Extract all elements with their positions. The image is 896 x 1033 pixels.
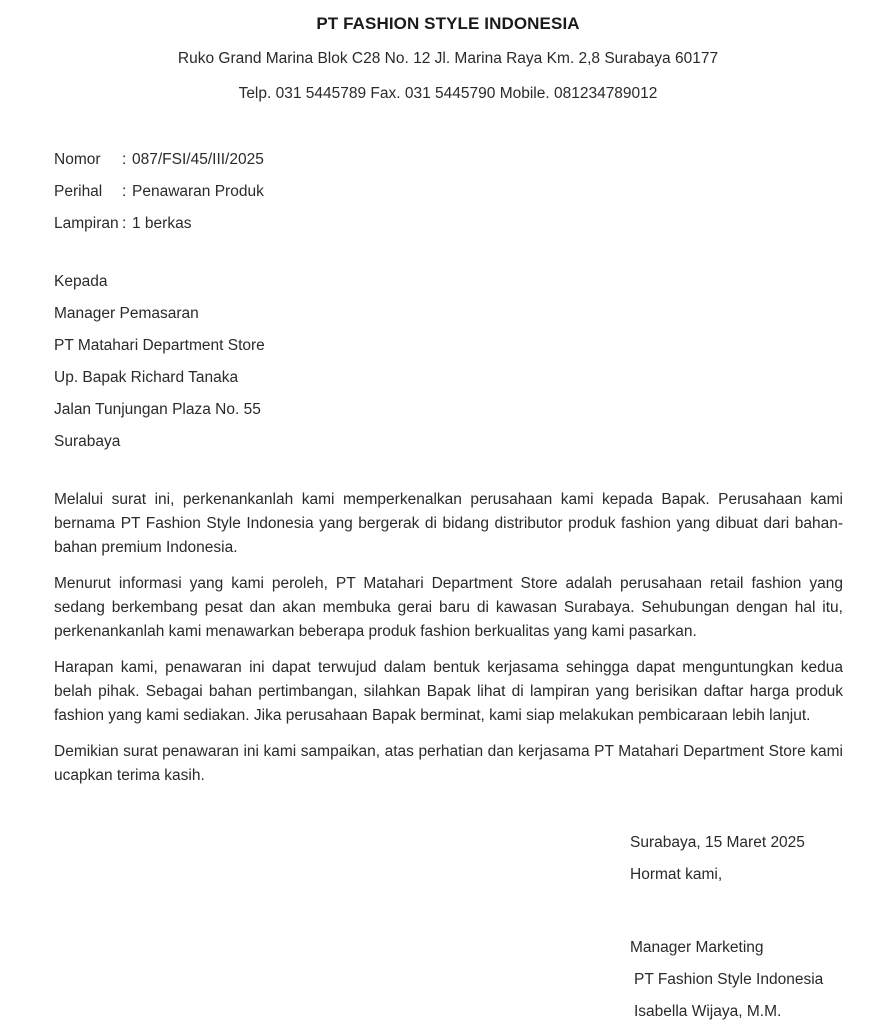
addressee-line-company: PT Matahari Department Store (54, 337, 265, 354)
letter-body (54, 488, 843, 788)
meta-label-perihal: Perihal (54, 183, 103, 200)
meta-label-lampiran: Lampiran (54, 215, 119, 232)
addressee-line-salutation: Kepada (54, 273, 108, 290)
meta-value-nomor: 087/FSI/45/III/2025 (132, 151, 264, 168)
meta-row-perihal (54, 181, 896, 202)
signature-block (630, 832, 880, 1033)
signature-signer-name: Isabella Wijaya, M.M. (634, 1003, 782, 1020)
body-paragraph-1: Melalui surat ini, perkenankanlah kami memperkenalkan perusahaan kami kepada Bapak. Perusahaan kami bernama PT Fashion Style Indonesia yang bergerak di bidang distributor produk fashion yang dibuat dari bahan-bahan premium Indonesia. (54, 491, 843, 556)
addressee-line-street: Jalan Tunjungan Plaza No. 55 (54, 401, 261, 418)
body-paragraph-3: Harapan kami, penawaran ini dapat terwujud dalam bentuk kerjasama sehingga dapat menguntungkan kedua belah pihak. Sebagai bahan pertimbangan, silahkan Bapak lihat di lampiran yang berisikan daftar harga produk fashion yang kami sediakan. Jika perusahaan Bapak berminat, kami siap melakukan pembicaraan lebih lanjut. (54, 659, 843, 724)
meta-value-perihal: Penawaran Produk (132, 183, 264, 200)
meta-value-lampiran: 1 berkas (132, 215, 192, 232)
addressee-line-city: Surabaya (54, 433, 121, 450)
company-name-heading: PT FASHION STYLE INDONESIA (316, 14, 580, 33)
signature-company: PT Fashion Style Indonesia (634, 971, 824, 988)
meta-separator-perihal: : (122, 183, 127, 200)
company-contact: Telp. 031 5445789 Fax. 031 5445790 Mobile. 081234789012 (238, 85, 658, 102)
body-paragraph-2: Menurut informasi yang kami peroleh, PT Matahari Department Store adalah perusahaan retail fashion yang sedang berkembang pesat dan akan membuka gerai baru di kawasan Surabaya. Sehubungan dengan hal itu, perkenankanlah kami menawarkan beberapa produk fashion berkualitas yang kami pasarkan. (54, 575, 843, 640)
addressee-line-attention: Up. Bapak Richard Tanaka (54, 369, 239, 386)
body-paragraph-4: Demikian surat penawaran ini kami sampaikan, atas perhatian dan kerjasama PT Matahari Department Store kami ucapkan terima kasih. (54, 743, 843, 784)
letter-reference-block (54, 149, 896, 234)
letterhead (0, 0, 896, 105)
meta-label-nomor: Nomor (54, 151, 101, 168)
meta-separator-lampiran: : (122, 215, 127, 232)
company-address: Ruko Grand Marina Blok C28 No. 12 Jl. Marina Raya Km. 2,8 Surabaya 60177 (177, 50, 719, 67)
signature-place-and-date: Surabaya, 15 Maret 2025 (630, 834, 805, 851)
addressee-line-role: Manager Pemasaran (54, 305, 199, 322)
signature-closing: Hormat kami, (630, 866, 723, 883)
signature-job-title: Manager Marketing (630, 939, 764, 956)
meta-row-nomor (54, 149, 896, 170)
signature-space (630, 896, 880, 937)
addressee-block (54, 271, 896, 452)
meta-row-lampiran (54, 213, 896, 234)
meta-separator-nomor: : (122, 151, 127, 168)
